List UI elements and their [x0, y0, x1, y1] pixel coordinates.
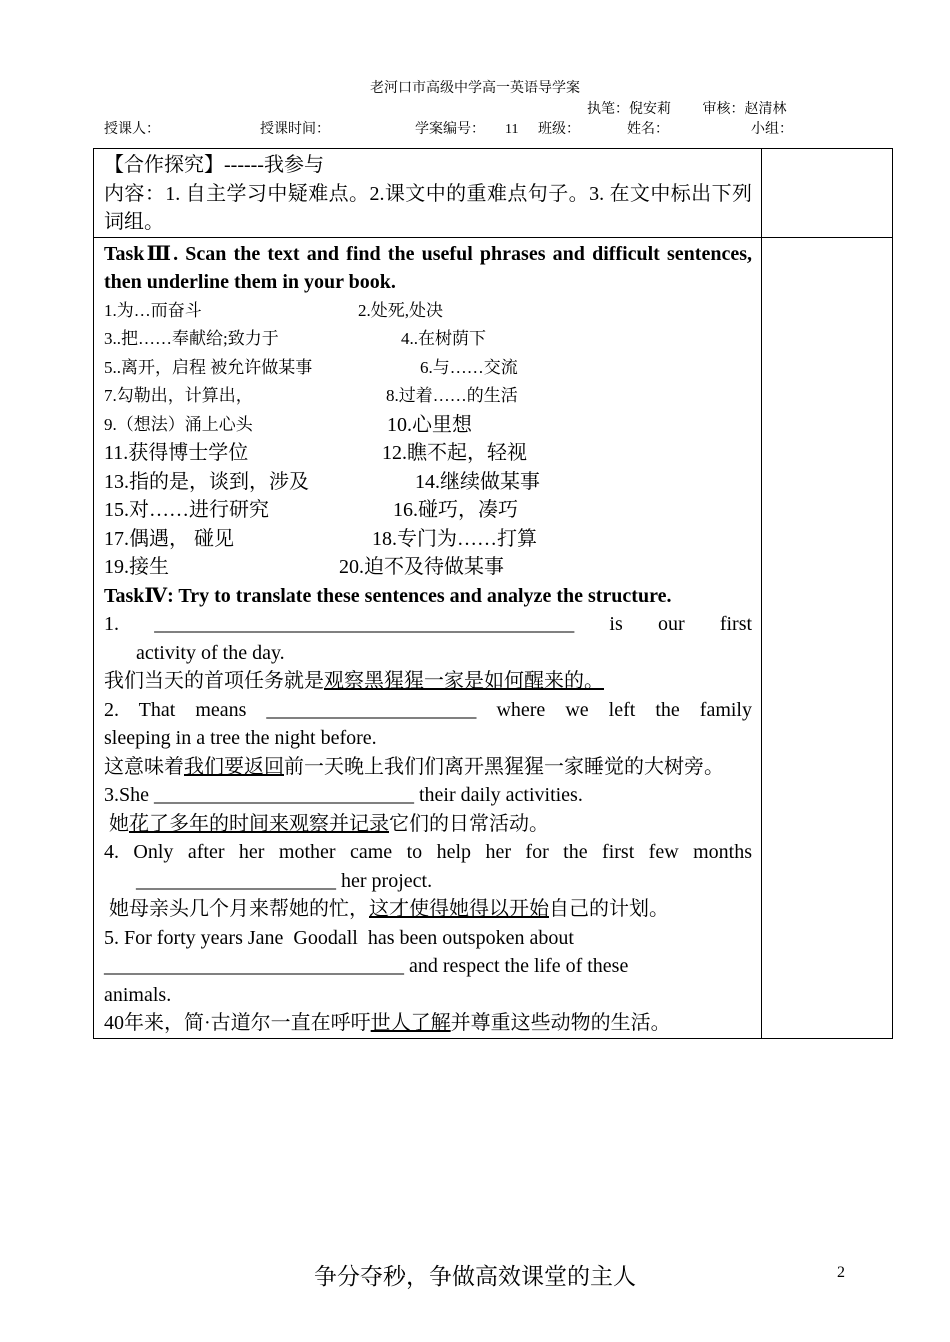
sentence-5-cont: ______________________________ and respect the life of these — [104, 955, 629, 977]
task3-heading: TaskⅢ. Scan the text and find the useful phrases and difficult sentences, then underline them in your book. — [104, 242, 752, 293]
worksheet-table — [93, 148, 893, 1039]
phrase-item: 7.勾勒出，计算出， — [104, 386, 253, 405]
task4-heading: TaskⅣ: Try to translate these sentences and analyze the structure. — [104, 584, 672, 607]
translation-text: 40年来，简·古道尔一直在呼吁 — [104, 1012, 371, 1034]
phrase-item: 2.处死,处决 — [358, 300, 443, 320]
phrase-row — [104, 468, 752, 497]
sentence-1-cont: activity of the day. — [136, 641, 285, 664]
phrase-item: 15.对……进行研究 — [104, 499, 269, 521]
phrase-item: 10.心里想 — [387, 413, 472, 436]
document-title: 老河口市高级中学高一英语导学案 — [370, 81, 580, 96]
sentence-2-translation — [104, 753, 752, 782]
teacher-label: 授课人： — [104, 122, 160, 137]
phrase-row — [104, 439, 752, 468]
phrase-row — [104, 297, 752, 326]
underlined-text: 观察黑猩猩一家是如何醒来的。 — [324, 670, 604, 692]
phrase-item: 14.继续做某事 — [415, 470, 540, 493]
table-row — [94, 149, 893, 238]
phrase-row — [104, 496, 752, 525]
phrase-item: 12.瞧不起，轻视 — [382, 442, 527, 464]
section-content: 内容：1. 自主学习中疑难点。2.课文中的重难点句子。3. 在文中标出下列词组。 — [104, 182, 752, 233]
phrase-item: 19.接生 — [104, 556, 169, 578]
word: first — [719, 613, 753, 635]
sentence-1-translation — [104, 667, 752, 696]
task-section — [94, 237, 762, 1038]
phrase-item: 18.专门为……打算 — [372, 527, 537, 550]
phrase-item: 6.与……交流 — [420, 357, 518, 377]
phrase-item: 13.指的是，谈到，涉及 — [104, 470, 309, 493]
translation-text: 自己的计划。 — [549, 898, 669, 920]
phrase-item: 8.过着……的生活 — [386, 386, 518, 405]
name-label: 姓名： — [627, 122, 669, 137]
notes-cell — [762, 237, 893, 1038]
number-label: 学案编号： — [415, 122, 485, 137]
group-label: 小组： — [751, 122, 793, 137]
sentence-4-translation — [104, 895, 752, 924]
class-label: 班级： — [538, 122, 580, 137]
phrase-item: 1.为…而奋斗 — [104, 300, 202, 320]
phrase-item: 9.（想法）涌上心头 — [104, 414, 253, 434]
underlined-text: 花了多年的时间来观察并记录 — [129, 812, 389, 835]
phrase-row — [104, 382, 752, 411]
sentence-1 — [104, 610, 752, 639]
sentence-5-cont: animals. — [104, 983, 172, 1006]
phrase-item: 4..在树荫下 — [401, 329, 486, 348]
phrase-item: 16.碰巧，凑巧 — [393, 499, 518, 521]
underlined-text: 这才使得她得以开始 — [369, 898, 549, 920]
sentence-5-translation — [104, 1009, 752, 1038]
sentence-4: 4. Only after her mother came to help her for the first few months — [104, 841, 752, 863]
translation-text: 她 — [104, 812, 129, 835]
phrase-item: 3..把……奉献给;致力于 — [104, 329, 279, 348]
answer-blank: __________________________________________ — [154, 613, 575, 635]
phrase-item: 5..离开，启程 被允许做某事 — [104, 357, 313, 377]
sentence-4-cont: ____________________ her project. — [136, 869, 433, 892]
phrase-row — [104, 411, 752, 440]
sentence-5: 5. For forty years Jane Goodall has been outspoken about — [104, 926, 574, 949]
number-value: 11 — [505, 122, 519, 137]
sentence-2-cont: sleeping in a tree the night before. — [104, 727, 377, 749]
sentence-3: 3.She __________________________ their daily activities. — [104, 784, 583, 806]
phrase-row — [104, 325, 752, 354]
sentence-3-translation — [104, 810, 752, 839]
footer-slogan: 争分夺秒，争做高效课堂的主人 — [314, 1264, 636, 1289]
underlined-text: 我们要返回 — [184, 755, 284, 778]
translation-text: 并尊重这些动物的生活。 — [450, 1012, 671, 1034]
translation-text: 前一天晚上我们们离开黑猩猩一家睡觉的大树旁。 — [284, 755, 724, 778]
translation-text: 她母亲头几个月来帮她的忙， — [104, 898, 369, 920]
table-row — [94, 237, 893, 1038]
underlined-text: 世人了解 — [370, 1012, 451, 1034]
cooperation-section — [94, 149, 762, 238]
word: is — [609, 613, 623, 635]
phrase-row — [104, 525, 752, 554]
section-heading: 【合作探究】------我参与 — [104, 154, 324, 176]
phrase-item: 20.迫不及待做某事 — [339, 556, 504, 578]
authors-line — [587, 101, 815, 119]
translation-text: 这意味着 — [104, 755, 184, 778]
sentence-2: 2. That means _____________________ where we left the family — [104, 698, 752, 721]
page-number: 2 — [837, 1264, 845, 1281]
translation-text: 我们当天的首项任务就是 — [104, 670, 324, 692]
phrase-item: 17.偶遇， 碰见 — [104, 527, 234, 550]
writer-label: 执笔：倪安莉 — [587, 102, 671, 117]
phrase-row — [104, 553, 752, 582]
word: our — [657, 613, 685, 635]
time-label: 授课时间： — [260, 122, 330, 137]
sentence-number: 1. — [104, 613, 119, 635]
reviewer-label: 审核：赵清林 — [702, 102, 787, 117]
translation-text: 它们的日常活动。 — [389, 812, 549, 835]
phrase-row — [104, 354, 752, 383]
phrase-item: 11.获得博士学位 — [104, 442, 249, 464]
notes-cell — [762, 149, 893, 238]
